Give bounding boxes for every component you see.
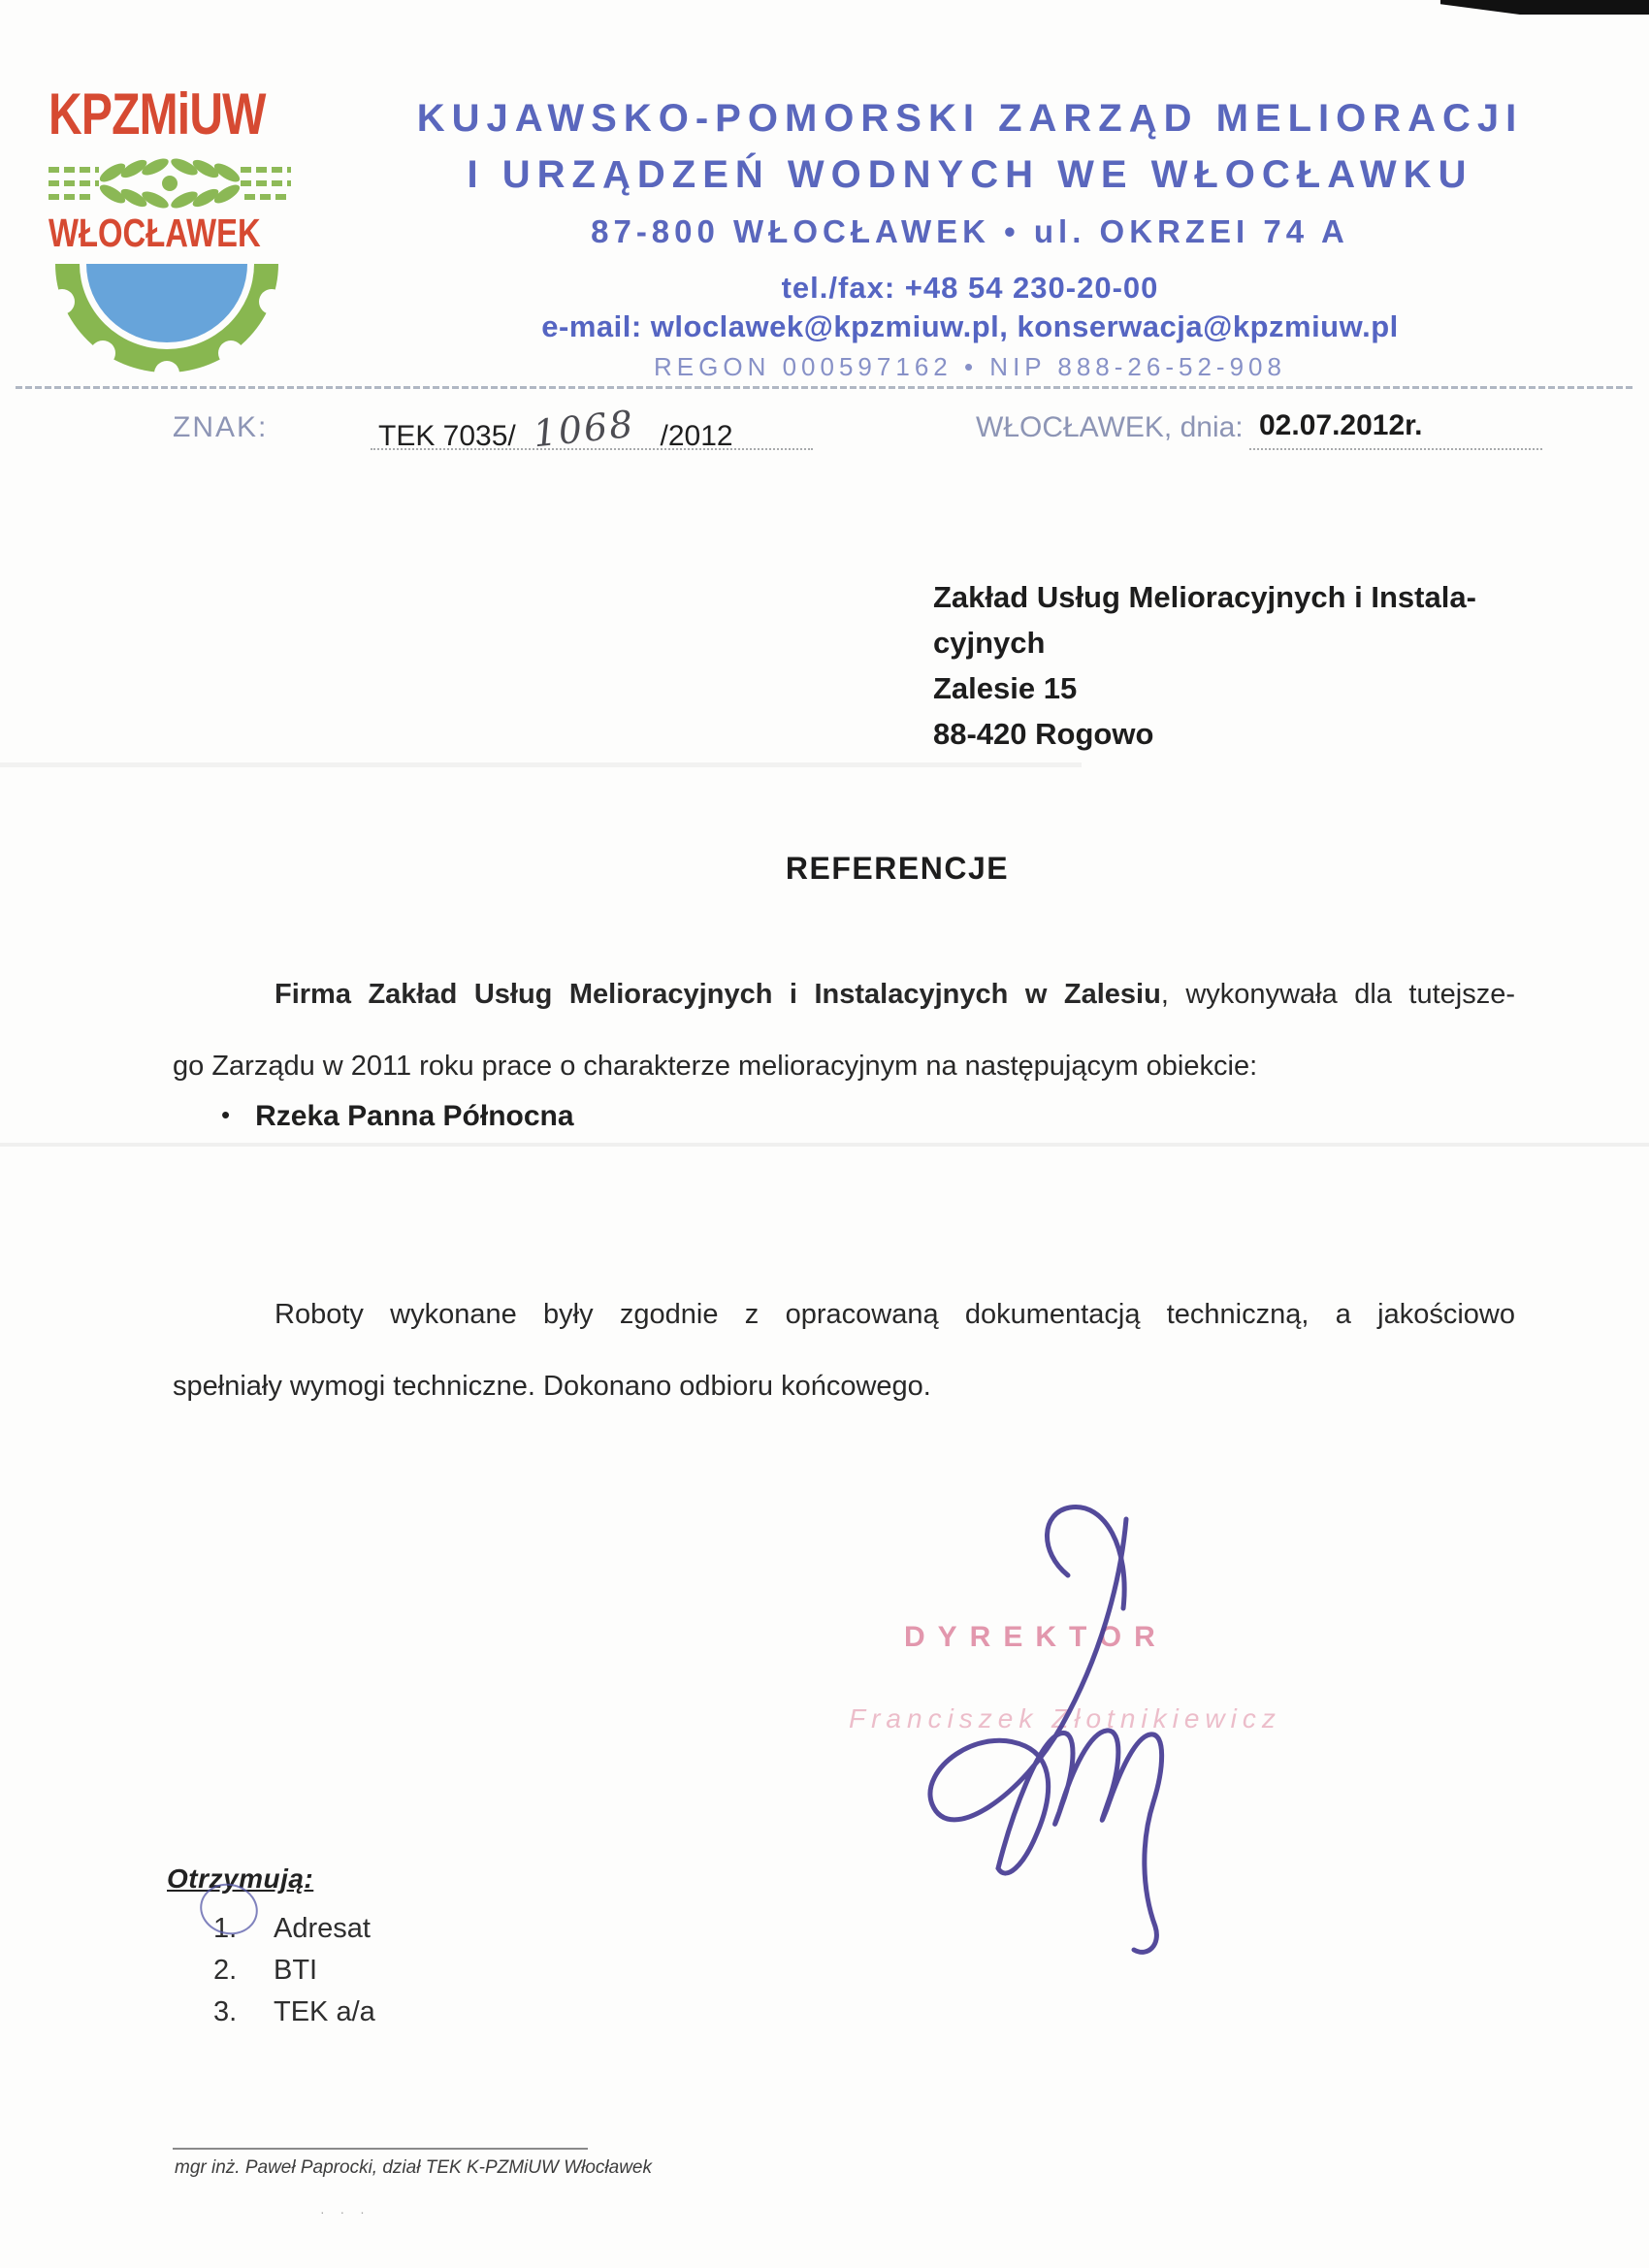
scan-streak bbox=[0, 762, 1082, 767]
bullet-text: Rzeka Panna Północna bbox=[255, 1100, 574, 1132]
org-logo bbox=[48, 81, 286, 255]
footer-note: mgr inż. Paweł Paprocki, dział TEK K-PZMiUW Włocławek bbox=[175, 2157, 652, 2178]
org-name-line1: KUJAWSKO-POMORSKI ZARZĄD MELIORACJI bbox=[416, 97, 1524, 140]
paragraph-2-line-1: Roboty wykonane były zgodnie z opracowaną dokumentacją techniczną, a jakościowo bbox=[275, 1299, 1515, 1330]
list-item bbox=[167, 1950, 375, 1992]
org-regon-nip-line: REGON 000597162 • NIP 888-26-52-908 bbox=[654, 352, 1286, 381]
list-item-number: 2. bbox=[213, 1955, 238, 1986]
director-stamp-name: Franciszek Złotnikiewicz bbox=[849, 1703, 1281, 1733]
bullet-icon: • bbox=[221, 1100, 231, 1129]
footer-rule bbox=[173, 2148, 588, 2150]
place-date-label: WŁOCŁAWEK, dnia: bbox=[976, 411, 1244, 443]
distribution-heading: Otrzymują: bbox=[167, 1863, 314, 1894]
list-item-number: 3. bbox=[213, 1996, 238, 2027]
org-email-line: e-mail: wloclawek@kpzmiuw.pl, konserwacja@kpzmiuw.pl bbox=[541, 309, 1399, 343]
distribution-list bbox=[167, 1863, 375, 2033]
addressee-line: 88-420 Rogowo bbox=[933, 717, 1154, 751]
bullet-item bbox=[221, 1100, 574, 1133]
list-item-label: TEK a/a bbox=[274, 1996, 375, 2027]
gear-water-emblem-icon bbox=[50, 256, 283, 387]
org-telfax-line: tel./fax: +48 54 230-20-00 bbox=[781, 271, 1159, 305]
list-item-label: Adresat bbox=[274, 1913, 371, 1944]
list-item-label: BTI bbox=[274, 1955, 318, 1986]
handwritten-signature bbox=[897, 1492, 1314, 1977]
org-name-line2: I URZĄDZEŃ WODNYCH WE WŁOCŁAWKU bbox=[467, 153, 1473, 196]
paragraph-2-line-2: spełniały wymogi techniczne. Dokonano odbioru końcowego. bbox=[173, 1371, 931, 1402]
znak-underline bbox=[371, 448, 813, 450]
company-name-bold: Firma Zakład Usług Melioracyjnych i Instalacyjnych w Zalesiu bbox=[275, 979, 1161, 1010]
znak-suffix: /2012 bbox=[660, 420, 733, 452]
paragraph-1-line-1 bbox=[173, 958, 1515, 1030]
paragraph-2 bbox=[173, 1279, 1515, 1422]
scan-artifact-corner bbox=[1440, 0, 1649, 15]
logo-acronym-text: KPZMiUW bbox=[48, 81, 266, 146]
addressee-line: Zalesie 15 bbox=[933, 671, 1078, 705]
addressee-block bbox=[933, 574, 1476, 757]
znak-prefix: TEK 7035/ bbox=[378, 420, 516, 452]
document-title: REFERENCJE bbox=[785, 851, 1010, 886]
list-item bbox=[167, 1992, 375, 2033]
paragraph-1 bbox=[173, 958, 1515, 1102]
date-underline bbox=[1249, 448, 1542, 450]
addressee-line: cyjnych bbox=[933, 626, 1046, 660]
addressee-line: Zakład Usług Melioracyjnych i Instala- bbox=[933, 580, 1476, 614]
znak-label: ZNAK: bbox=[173, 411, 269, 443]
director-stamp-title: DYREKTOR bbox=[904, 1621, 1168, 1653]
znak-handwritten-number: 1068 bbox=[531, 402, 637, 456]
org-address-line: 87-800 WŁOCŁAWEK • ul. OKRZEI 74 A bbox=[591, 213, 1349, 249]
paragraph-1-line-2: go Zarządu w 2011 roku prace o charakterze melioracyjnym na następującym obiekcie: bbox=[173, 1051, 1258, 1082]
scan-speckle: · · · bbox=[320, 2204, 371, 2219]
scan-streak bbox=[0, 1143, 1649, 1147]
wheat-ornament-icon bbox=[48, 155, 291, 211]
paragraph-text: , wykonywała dla tutejsze- bbox=[1160, 979, 1515, 1010]
list-item-number: 1. bbox=[213, 1913, 238, 1944]
header-separator bbox=[16, 386, 1633, 389]
logo-city-text: WŁOCŁAWEK bbox=[48, 211, 261, 255]
date-value: 02.07.2012r. bbox=[1259, 409, 1423, 441]
list-item bbox=[167, 1908, 375, 1950]
